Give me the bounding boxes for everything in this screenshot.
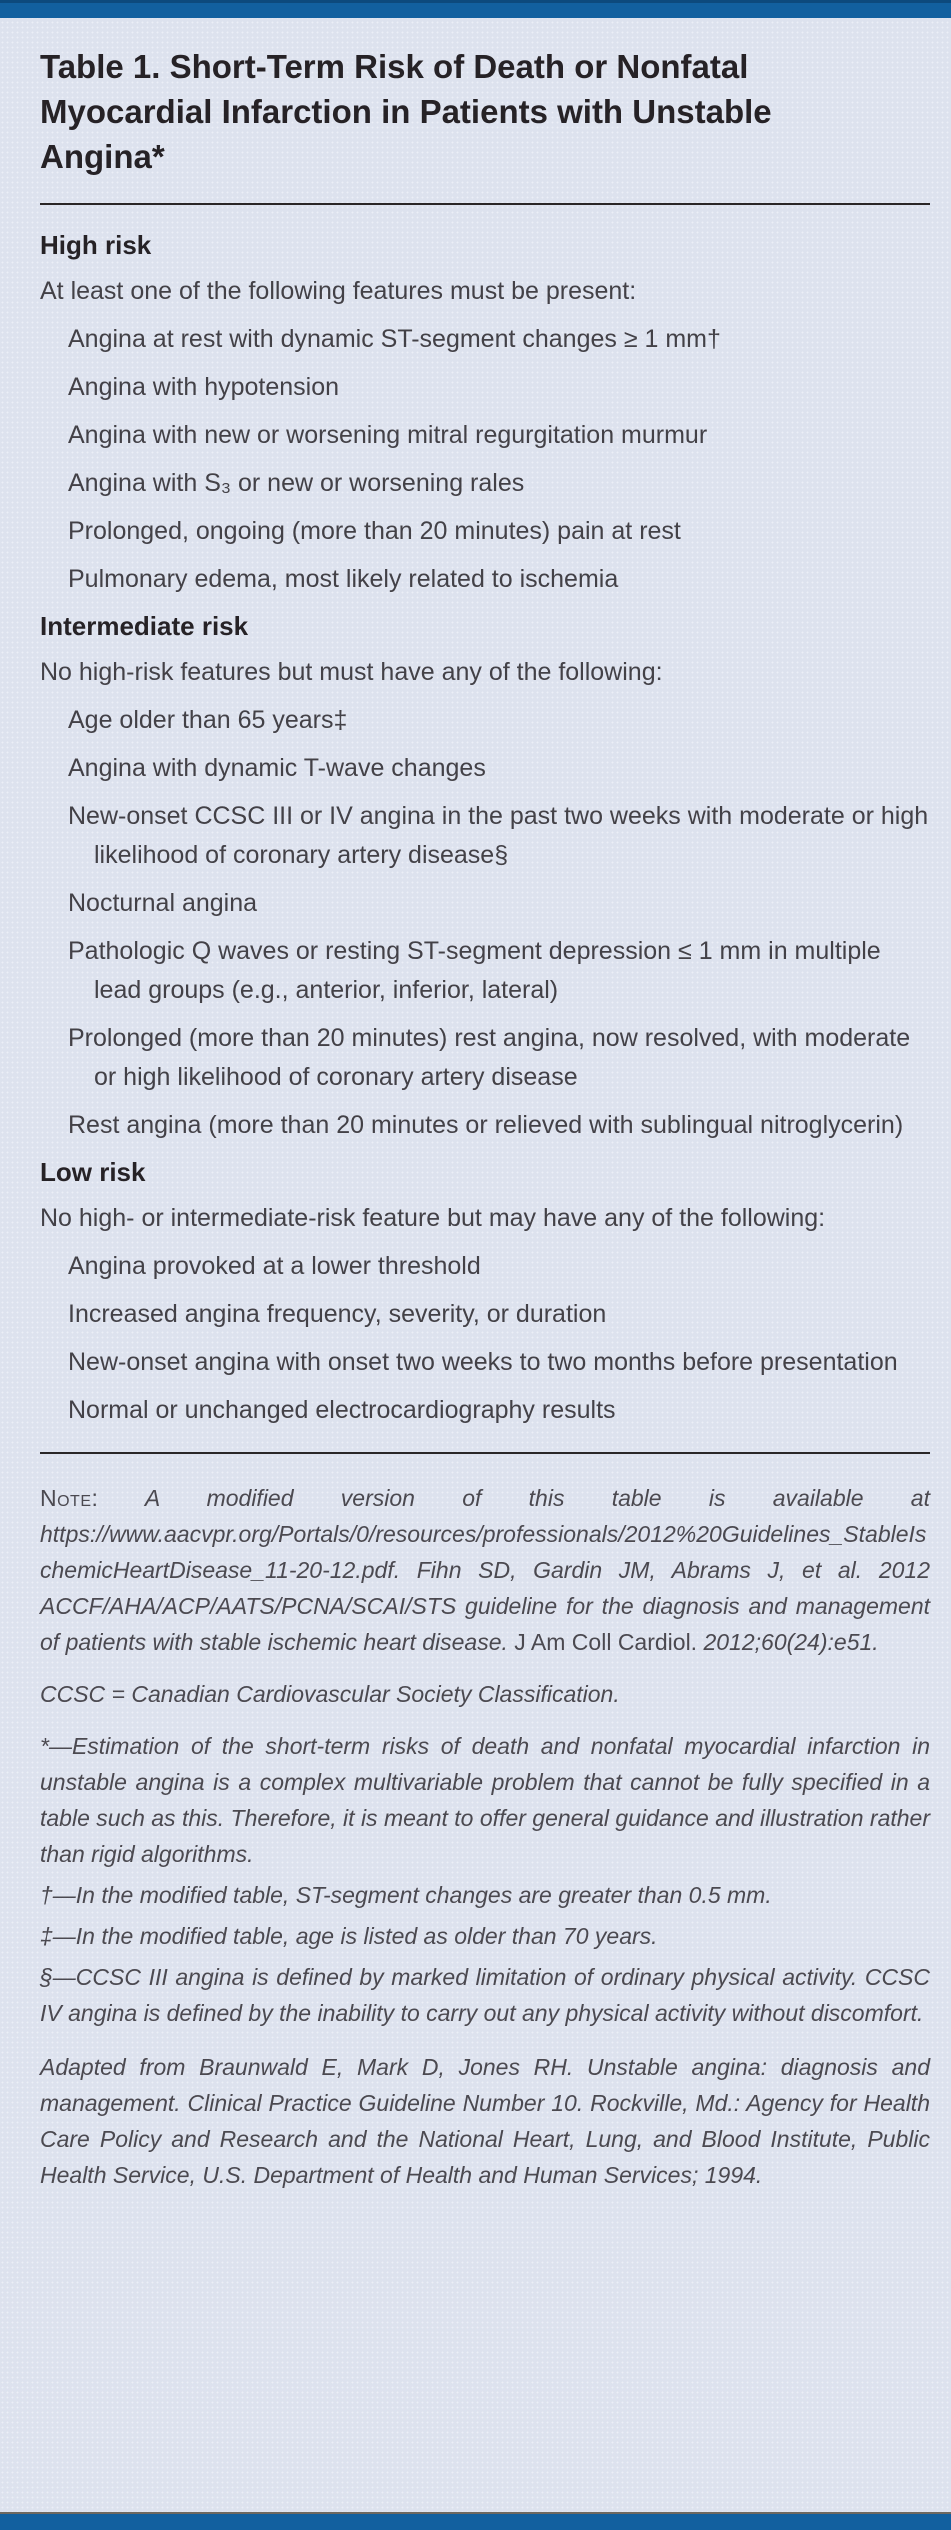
risk-item: Angina at rest with dynamic ST-segment changes ≥ 1 mm† (68, 325, 721, 353)
note-paragraph (40, 1480, 930, 1660)
bottom-accent-bar (0, 2514, 951, 2530)
risk-item: Normal or unchanged electrocardiography results (68, 1396, 616, 1424)
risk-item: Nocturnal angina (68, 889, 258, 917)
section-heading-high-risk: High risk (40, 230, 152, 260)
note-citation-tail: 2012;60(24):e51. (703, 1629, 879, 1655)
note-text: A modified version of this table is available at https://www.aacvpr.org/Portals/0/resources/professionals/2012%20Guidelines_StableIschemicHeartDisease_11-20-12.pdf. Fihn SD, Gardin JM, Abrams J, et al. 2012 ACCF/AHA/ACP/AATS/PCNA/SCAI/STS guideline for the diagnosis and management of patients with stable ischemic heart disease. (40, 1485, 930, 1655)
section-intro-high-risk: At least one of the following features must be present: (40, 277, 637, 305)
risk-item: Pulmonary edema, most likely related to ischemia (68, 565, 619, 593)
section-heading-intermediate-risk: Intermediate risk (40, 611, 249, 641)
risk-item: Prolonged (more than 20 minutes) rest angina, now resolved, with moderate or high likelihood of coronary artery disease (68, 1024, 911, 1091)
risk-item: Angina with new or worsening mitral regurgitation murmur (68, 421, 708, 449)
section-intro-intermediate-risk: No high-risk features but must have any of the following: (40, 658, 663, 686)
risk-item: Prolonged, ongoing (more than 20 minutes) pain at rest (68, 517, 681, 545)
journal-name: J Am Coll Cardiol. (514, 1629, 698, 1655)
footer-divider-rule (40, 1452, 930, 1454)
risk-item: Rest angina (more than 20 minutes or relieved with sublingual nitroglycerin) (68, 1111, 904, 1139)
risk-item: Age older than 65 years‡ (68, 706, 348, 734)
note-label: Note: (40, 1485, 99, 1511)
risk-item: New-onset angina with onset two weeks to two months before presentation (68, 1348, 898, 1376)
footnote-section-mark: §—CCSC III angina is defined by marked limitation of ordinary physical activity. CCSC IV angina is defined by the inability to carry out any physical activity without discomfort. (40, 1964, 930, 2026)
footnote-dagger: †—In the modified table, ST-segment changes are greater than 0.5 mm. (40, 1882, 772, 1908)
risk-item: Angina with hypotension (68, 373, 340, 401)
source-citation: Adapted from Braunwald E, Mark D, Jones RH. Unstable angina: diagnosis and management. Clinical Practice Guideline Number 10. Rockville, Md.: Agency for Health Care Policy and Research and the National Heart, Lung, and Blood Institute, Public Health Service, U.S. Department of Health and Human Services; 1994. (40, 2054, 930, 2188)
risk-item: New-onset CCSC III or IV angina in the past two weeks with moderate or high likelihood of coronary artery disease§ (68, 802, 929, 869)
risk-item: Increased angina frequency, severity, or duration (68, 1300, 607, 1328)
risk-item: Angina provoked at a lower threshold (68, 1252, 481, 1280)
footnote-asterisk: *—Estimation of the short-term risks of death and nonfatal myocardial infarction in unstable angina is a complex multivariable problem that cannot be fully specified in a table such as this. Therefore, it is meant to offer general guidance and illustration rather than rigid algorithms. (40, 1733, 930, 1867)
section-heading-low-risk: Low risk (40, 1157, 146, 1187)
top-accent-bar (0, 0, 951, 18)
table-content (0, 18, 951, 2512)
risk-item: Angina with S₃ or new or worsening rales (68, 469, 525, 497)
title-divider-rule (40, 203, 930, 205)
footnote-double-dagger: ‡—In the modified table, age is listed as older than 70 years. (40, 1923, 658, 1949)
risk-item: Pathologic Q waves or resting ST-segment depression ≤ 1 mm in multiple lead groups (e.g., anterior, inferior, lateral) (68, 937, 881, 1004)
table-title: Table 1. Short-Term Risk of Death or Nonfatal Myocardial Infarction in Patients with Unstable Angina* (40, 48, 772, 175)
abbreviation-note: CCSC = Canadian Cardiovascular Society Classification. (40, 1681, 620, 1707)
section-intro-low-risk: No high- or intermediate-risk feature but may have any of the following: (40, 1204, 826, 1232)
risk-item: Angina with dynamic T-wave changes (68, 754, 486, 782)
